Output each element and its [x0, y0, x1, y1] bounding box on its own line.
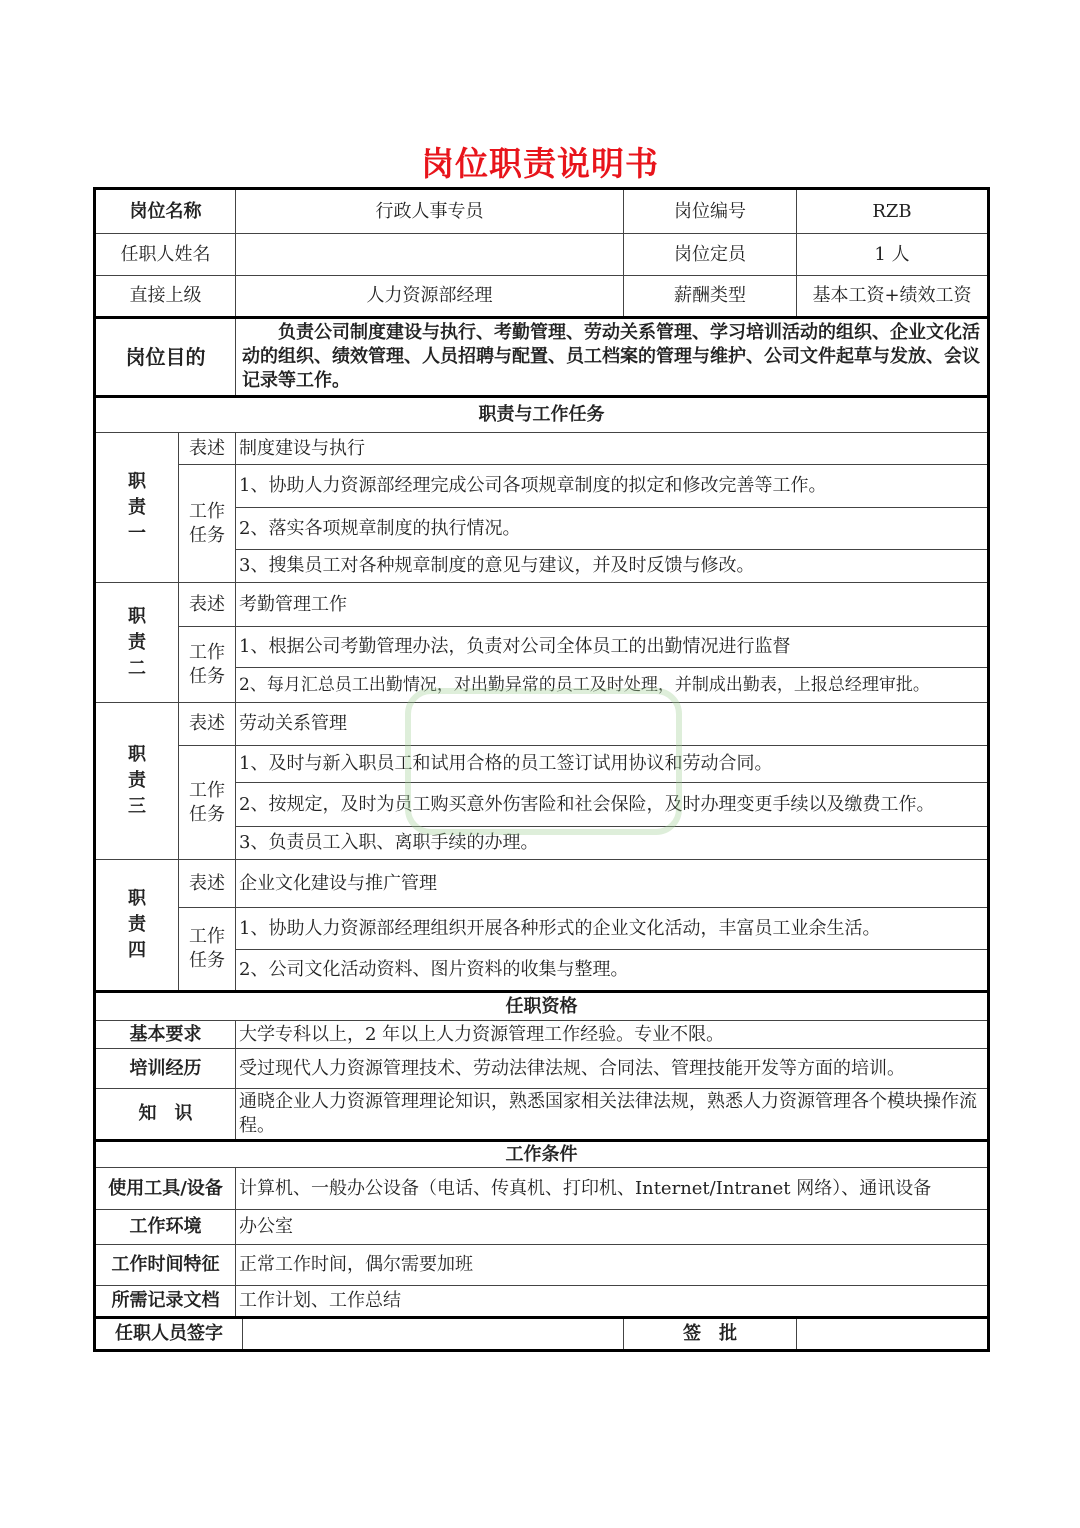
duty-char: 四 [128, 940, 146, 961]
task-label-line: 任务 [189, 665, 225, 687]
duty-char: 责 [128, 631, 146, 653]
task-label [179, 746, 236, 860]
desc-label: 表述 [179, 703, 236, 746]
task-label-line: 工作 [189, 641, 225, 663]
task-item: 1、根据公司考勤管理办法，负责对公司全体员工的出勤情况进行监督 [236, 627, 989, 668]
qual-label: 知 识 [95, 1089, 236, 1141]
duty-description: 企业文化建设与推广管理 [236, 860, 989, 908]
cond-label: 工作时间特征 [95, 1245, 236, 1286]
qual-label: 培训经历 [95, 1049, 236, 1089]
value-salary-type: 基本工资+绩效工资 [797, 276, 989, 318]
value-employee-name[interactable] [236, 234, 624, 276]
duty-char: 责 [128, 496, 146, 518]
task-label-line: 工作 [189, 500, 225, 522]
desc-label: 表述 [179, 433, 236, 465]
task-label-line: 任务 [189, 803, 225, 825]
qual-value: 受过现代人力资源管理技术、劳动法律法规、合同法、管理技能开发等方面的培训。 [236, 1049, 989, 1089]
duty-char: 二 [128, 657, 146, 679]
job-description-table [93, 187, 990, 1352]
desc-label: 表述 [179, 860, 236, 908]
signature-label: 任职人员签字 [95, 1318, 243, 1351]
task-label [179, 627, 236, 703]
task-item: 3、搜集员工对各种规章制度的意见与建议，并及时反馈与修改。 [236, 550, 989, 583]
label-salary-type: 薪酬类型 [624, 276, 797, 318]
conditions-header: 工作条件 [95, 1141, 989, 1168]
duty-char: 责 [128, 914, 146, 935]
duty-description: 劳动关系管理 [236, 703, 989, 746]
duty-char: 责 [128, 770, 146, 791]
label-employee-name: 任职人姓名 [95, 234, 236, 276]
duty-label [95, 583, 179, 703]
cond-label: 使用工具/设备 [95, 1168, 236, 1210]
signature-field[interactable] [243, 1318, 624, 1351]
cond-value: 计算机、一般办公设备（电话、传真机、打印机、Internet/Intranet 网络）、通讯设备 [236, 1168, 989, 1210]
duty-char: 职 [128, 744, 146, 765]
label-headcount: 岗位定员 [624, 234, 797, 276]
qual-value: 大学专科以上，2 年以上人力资源管理工作经验。专业不限。 [236, 1021, 989, 1049]
qual-label: 基本要求 [95, 1021, 236, 1049]
qual-value: 通晓企业人力资源管理理论知识，熟悉国家相关法律法规，熟悉人力资源管理各个模块操作流程。 [236, 1089, 989, 1141]
task-label-line: 任务 [189, 524, 225, 546]
duty-description: 考勤管理工作 [236, 583, 989, 627]
duty-char: 职 [128, 888, 146, 909]
label-position-code: 岗位编号 [624, 189, 797, 234]
task-item: 2、每月汇总员工出勤情况，对出勤异常的员工及时处理，并制成出勤表，上报总经理审批。 [236, 668, 989, 703]
task-item: 1、协助人力资源部经理完成公司各项规章制度的拟定和修改完善等工作。 [236, 465, 989, 508]
purpose-text: 负责公司制度建设与执行、考勤管理、劳动关系管理、学习培训活动的组织、企业文化活动的组织、绩效管理、人员招聘与配置、员工档案的管理与维护、公司文件起草与发放、会议记录等工作。 [236, 318, 989, 397]
cond-value: 正常工作时间，偶尔需要加班 [236, 1245, 989, 1286]
duty-char: 一 [128, 522, 146, 544]
duty-label [95, 860, 179, 992]
approve-field[interactable] [797, 1318, 989, 1351]
cond-label: 所需记录文档 [95, 1286, 236, 1318]
task-label [179, 465, 236, 583]
cond-value: 办公室 [236, 1210, 989, 1245]
task-item: 1、及时与新入职员工和试用合格的员工签订试用协议和劳动合同。 [236, 746, 989, 783]
label-purpose: 岗位目的 [95, 318, 236, 397]
task-item: 1、协助人力资源部经理组织开展各种形式的企业文化活动，丰富员工业余生活。 [236, 908, 989, 950]
duty-label [95, 703, 179, 860]
task-label-line: 工作 [189, 779, 225, 801]
task-label-line: 任务 [189, 950, 225, 971]
duty-char: 职 [128, 605, 146, 627]
label-supervisor: 直接上级 [95, 276, 236, 318]
value-position-name: 行政人事专员 [236, 189, 624, 234]
task-label-line: 工作 [189, 926, 225, 947]
label-position-name: 岗位名称 [95, 189, 236, 234]
value-supervisor: 人力资源部经理 [236, 276, 624, 318]
page-title: 岗位职责说明书 [421, 144, 659, 183]
task-item: 2、落实各项规章制度的执行情况。 [236, 508, 989, 550]
cond-value: 工作计划、工作总结 [236, 1286, 989, 1318]
task-label [179, 908, 236, 992]
duties-header: 职责与工作任务 [95, 397, 989, 433]
qualifications-header: 任职资格 [95, 992, 989, 1021]
desc-label: 表述 [179, 583, 236, 627]
value-headcount: 1 人 [797, 234, 989, 276]
duty-char: 职 [128, 470, 146, 492]
duty-label [95, 433, 179, 583]
cond-label: 工作环境 [95, 1210, 236, 1245]
task-item: 2、公司文化活动资料、图片资料的收集与整理。 [236, 950, 989, 992]
value-position-code: RZB [797, 189, 989, 234]
duty-description: 制度建设与执行 [236, 433, 989, 465]
duty-char: 三 [128, 796, 146, 817]
task-item: 3、负责员工入职、离职手续的办理。 [236, 827, 989, 860]
approve-label: 签 批 [624, 1318, 797, 1351]
task-item: 2、按规定，及时为员工购买意外伤害险和社会保险，及时办理变更手续以及缴费工作。 [236, 783, 989, 827]
